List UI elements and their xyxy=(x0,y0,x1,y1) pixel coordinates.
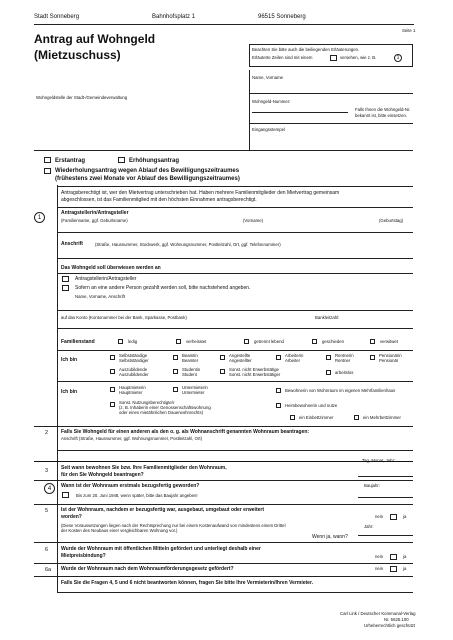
s5-q1: Ist der Wohnraum, nachdem er bezugsfertig war, ausgebaut, umgebaut oder erweitert xyxy=(61,507,265,513)
stamp-label: Eingangsstempel xyxy=(252,127,285,132)
ichbin-arbeitslos-checkbox[interactable] xyxy=(326,370,331,375)
erstantrag-label: Erstantrag xyxy=(55,158,86,164)
ueberweisung-name-line[interactable] xyxy=(57,310,413,311)
s4-q: Wann ist der Wohnraum erstmals bezugsfertig geworden? xyxy=(61,483,200,489)
ichbin-d3b: Sonst. nicht Erwerbstätiger xyxy=(229,372,281,377)
s1-anschrift: Anschrift xyxy=(61,241,83,247)
ichbin-d2b: Student xyxy=(182,372,197,377)
ichbin-d1a: Auszubildende xyxy=(119,367,148,372)
ichbin2-c1a: Hauptmieterin xyxy=(119,385,146,390)
section-4-marker: 4 xyxy=(44,483,55,494)
ichbin2-e2: ein Mehrbettzimmer xyxy=(363,415,401,420)
familienstand-label: Familienstand xyxy=(61,339,95,345)
wgnr-line[interactable] xyxy=(252,112,348,113)
intro-line2: abgeschlossen, ist das Familienmitglied mit den höchsten Einnahmen antragsberechtigt. xyxy=(61,197,257,203)
ichbin-student-checkbox[interactable] xyxy=(173,369,178,374)
familienstand-rule xyxy=(57,350,413,351)
header-address: Bahnhofsplatz 1 xyxy=(152,14,196,20)
s5-q2: worden? xyxy=(61,514,82,520)
final-note: Falls Sie die Fragen 4, 5 und 6 nicht beantworten können, fragen Sie bitte Ihre Vermieterin/Ihren Vermieter. xyxy=(61,580,314,586)
notice-line2: Erläuterte Zeilen sind mit einem xyxy=(252,55,313,60)
s5-wann: Wenn ja, wann? xyxy=(312,534,348,540)
ichbin-auszubildender-checkbox[interactable] xyxy=(110,369,115,374)
footer-number: Nr. 5625.100 xyxy=(384,617,409,622)
s5-jahr-line[interactable] xyxy=(358,535,413,536)
s3-date-line[interactable] xyxy=(358,476,413,477)
page-number: Seite 1 xyxy=(402,28,416,33)
header-rule xyxy=(34,24,414,25)
s5-h2: der Kosten des Neubaus einer vergleichbaren Wohnung vor.) xyxy=(61,528,178,533)
ichbin-c6b: Pensionär xyxy=(379,358,399,363)
ichbin2-c3: Bewohnerin von Wohnraum im eigenen Mehrfamilienhaus xyxy=(285,388,396,393)
ichbin-c2a: Beamtin xyxy=(182,353,198,358)
s6-q2: Mietpreisbindung? xyxy=(61,553,106,559)
header-city: Stadt Sonneberg xyxy=(34,14,80,20)
ichbin-d1b: Auszubildender xyxy=(119,372,149,377)
ichbin-c2b: Beamter xyxy=(182,358,199,363)
familienstand-verheiratet-checkbox[interactable] xyxy=(176,339,181,344)
wiederholungsantrag-label: Wiederholungsantrag wegen Ablauf des Bewilligungszeitraumes xyxy=(55,168,240,174)
ichbin-c4a: Arbeiterin xyxy=(285,353,304,358)
ichbin2-d1a: Sonst. Nutzungsberechtigte/r xyxy=(119,400,175,405)
fields-divider xyxy=(249,70,250,150)
ueberweisung-title: Das Wohngeld soll überwiesen werden an xyxy=(61,265,161,271)
ichbin-c3b: Angestellter xyxy=(229,358,252,363)
s5-nein-checkbox[interactable] xyxy=(390,514,397,520)
s5-rule xyxy=(34,542,413,543)
ichbin-arbeiter-checkbox[interactable] xyxy=(276,355,281,360)
header-zip-city: 96515 Sonneberg xyxy=(258,14,306,20)
einbettzimmer-checkbox[interactable] xyxy=(290,415,295,420)
ueberweisung-opt2: Sofern an eine andere Person gezahlt werden soll, bitte nachstehend angeben. xyxy=(75,285,251,291)
ichbin-untermieter-checkbox[interactable] xyxy=(173,387,178,392)
erstantrag-checkbox[interactable] xyxy=(44,157,51,163)
ichbin-d2a: Studentin xyxy=(182,367,201,372)
name-line xyxy=(249,93,413,94)
s5-h1: (Diese Voraussetzungen liegen nach der Rechtsprechung nur bei einem Kostenaufwand von mindestens einem Drittel xyxy=(61,523,286,528)
s1-anschrift-hint: (Straße, Hausnummer, Stockwerk, ggf. Wohnungsnummer, Postleitzahl, Ort, ggf. Telefonnummer) xyxy=(95,242,281,247)
ichbin-beamter-checkbox[interactable] xyxy=(173,355,178,360)
name-label: Name, Vorname xyxy=(252,75,284,80)
familienstand-verwitwet-checkbox[interactable] xyxy=(370,339,375,344)
s6-ja: ja xyxy=(403,554,407,559)
wgnr-label: Wohngeld-Nummer: xyxy=(252,99,291,104)
s6-nein-checkbox[interactable] xyxy=(390,554,397,560)
notice-line1: Beachten Sie bitte auch die beiliegenden Erläuterungen. xyxy=(252,47,360,52)
familienstand-geschieden-checkbox[interactable] xyxy=(312,339,317,344)
ichbin-hauptmieter-checkbox[interactable] xyxy=(110,387,115,392)
ichbin-pensionaer-checkbox[interactable] xyxy=(370,355,375,360)
ichbin-d5: arbeitslos xyxy=(335,370,354,375)
ichbin2-c2a: Untermieterin xyxy=(182,385,208,390)
s5-ja: ja xyxy=(403,514,407,519)
s6a-nein-checkbox[interactable] xyxy=(390,566,397,572)
s4-baujahr-line[interactable] xyxy=(358,497,413,498)
footer-copyright: Urheberrechtlich geschützt xyxy=(364,623,416,628)
ueberweisung-konto-line[interactable] xyxy=(57,328,413,329)
s4-baujahr: Baujahr: xyxy=(364,483,381,488)
ichbin-selbststaendig-checkbox[interactable] xyxy=(110,355,115,360)
s3-q2: für den Sie Wohngeld beantragen? xyxy=(61,472,144,478)
s6a-nein: nein xyxy=(375,566,384,571)
section-6a-number: 6a xyxy=(45,567,52,573)
familienstand-verwitwet: verwitwet xyxy=(380,339,398,344)
familienstand-ledig-checkbox[interactable] xyxy=(118,339,123,344)
ichbin1-label: Ich bin xyxy=(61,357,78,363)
section-6-number: 6 xyxy=(45,547,49,553)
s4-opt: Bis zum 20. Juni 1948, wenn später, bitte das Baujahr angeben! xyxy=(76,493,198,498)
ichbin-nicht-erwerbstaetig-checkbox[interactable] xyxy=(220,369,225,374)
wiederholungsantrag-checkbox[interactable] xyxy=(44,168,51,174)
erhoehungsantrag-label: Erhöhungsantrag xyxy=(129,158,180,164)
ichbin-angestellter-checkbox[interactable] xyxy=(220,355,225,360)
s5-jahr: Jahr: xyxy=(364,524,374,529)
ichbin2-label: Ich bin xyxy=(61,389,78,395)
s1-vorname: (Vorname) xyxy=(243,218,264,223)
ichbin2-d1c: oder eines mietähnlichen Dauerwohnrechts) xyxy=(119,410,204,415)
ichbin-rentner-checkbox[interactable] xyxy=(326,355,331,360)
ichbin2-d3: Heimbewohnerin und nutze xyxy=(285,403,338,408)
intro-line1: Antragsberechtigt ist, wer den Mietvertrag unterschrieben hat. Haben mehrere Familienmitglieder den Mietvertrag gemeinsam xyxy=(61,190,340,196)
ichbin-nutzungsberechtigt-checkbox[interactable] xyxy=(110,402,115,407)
ichbin1-rule xyxy=(57,381,413,382)
s1-top-rule xyxy=(57,207,413,208)
s3-q1: Seit wann bewohnen Sie bzw. Ihre Familienmitglieder den Wohnraum, xyxy=(61,465,227,471)
footer-publisher: Carl Link / Deutscher Kommunal-Verlag xyxy=(340,611,416,616)
mehrbettzimmer-checkbox[interactable] xyxy=(354,415,359,420)
notice-example-box xyxy=(330,55,337,61)
form-top-border xyxy=(57,186,413,187)
s1-familienname: (Familienname, ggf. Geburtsname) xyxy=(61,218,128,223)
ichbin-c6a: Pensionärin xyxy=(379,353,402,358)
page-subtitle: (Mietzuschuss) xyxy=(34,48,121,62)
s6a-q: Wurde der Wohnraum nach dem Wohnraumförderungsgesetz gefördert? xyxy=(61,566,234,572)
s2-line1[interactable] xyxy=(57,450,413,451)
s6a-ja: ja xyxy=(403,566,407,571)
final-rule xyxy=(57,592,413,593)
section-5-number: 5 xyxy=(45,508,49,514)
s3-tag: Tag, Monat, Jahr: xyxy=(362,458,396,463)
ichbin-bewohner-checkbox[interactable] xyxy=(276,388,281,393)
page-title: Antrag auf Wohngeld xyxy=(34,32,156,46)
ueberweisung-konto: auf das Konto (Kontonummer bei der Bank, Sparkasse, Postbank) xyxy=(61,315,187,320)
s1-anschrift-line[interactable] xyxy=(57,258,413,259)
s6-rule xyxy=(34,563,413,564)
ichbin-d3a: Sonst. nicht Erwerbstätige xyxy=(229,367,279,372)
ichbin-c5a: Rentnerin xyxy=(335,353,354,358)
authority-label: Wohngeldstelle der Stadt-/Gemeindeverwaltung xyxy=(36,95,128,100)
s1-name-line[interactable] xyxy=(57,232,413,233)
familienstand-ledig: ledig xyxy=(128,339,138,344)
section-rule xyxy=(34,150,413,151)
ichbin2-c1b: Hauptmieter xyxy=(119,390,143,395)
familienstand-getrennt: getrennt lebend xyxy=(254,339,284,344)
s6a-rule xyxy=(34,576,413,577)
section-2-number: 2 xyxy=(45,430,49,436)
ichbin-heimbewohner-checkbox[interactable] xyxy=(276,403,281,408)
s2-title: Falls Sie Wohngeld für einen anderen als den o. g. als Wohnanschrift genannten Wohnraum beantragen: xyxy=(61,429,310,435)
ueberweisung-opt2-checkbox[interactable] xyxy=(62,285,69,291)
s4-1948-checkbox[interactable] xyxy=(62,492,69,498)
familienstand-verheiratet: verheiratet xyxy=(186,339,207,344)
familienstand-getrennt-checkbox[interactable] xyxy=(244,339,249,344)
wiederholungsantrag-hint: (frühestens zwei Monate vor Ablauf des Bewilligungszeitraumes) xyxy=(55,176,240,182)
ichbin-c3a: Angestellte xyxy=(229,353,251,358)
s6-q1: Wurde der Wohnraum mit öffentlichen Mitteln gefördert und unterliegt deshalb einer xyxy=(61,546,261,552)
s6-nein: nein xyxy=(375,554,384,559)
ichbin2-d1b: (z. B. Inhaberin einer Genossenschaftswohnung xyxy=(119,405,211,410)
ichbin-c4b: Arbeiter xyxy=(285,358,301,363)
ichbin2-c2b: Untermieter xyxy=(182,390,205,395)
ueberweisung-rule xyxy=(57,273,413,274)
s1-title: Antragstellerin/Antragsteller xyxy=(61,210,129,216)
ichbin2-rule xyxy=(34,426,413,427)
form-left-border xyxy=(57,185,58,593)
ueberweisung-name: Name, Vorname, Anschrift xyxy=(75,294,125,299)
ichbin-c1a: Selbstständige xyxy=(119,353,148,358)
wgnr-rule xyxy=(249,123,413,124)
s2-hint: Anschrift (Straße, Hausnummer, ggf. Wohnungsnummer, Postleitzahl, Ort) xyxy=(61,436,203,441)
wgnr-hint2: bekannt ist, bitte einsetzen. xyxy=(355,113,408,118)
section-3-number: 3 xyxy=(45,468,49,474)
notice-line3: versehen, wie z. B. xyxy=(340,55,377,60)
wgnr-hint1: Falls Ihnen die Wohngeld-Nr. xyxy=(355,107,411,112)
ichbin2-e1: ein Einbettzimmer xyxy=(299,415,334,420)
erhoehungsantrag-checkbox[interactable] xyxy=(118,157,125,163)
s1-geburtstag: (Geburtstag) xyxy=(379,218,404,223)
s3-rule xyxy=(34,480,413,481)
s4-rule xyxy=(34,504,413,505)
notice-example-circle: 1 xyxy=(394,54,402,62)
s5-nein: nein xyxy=(375,514,384,519)
ueberweisung-opt1: Antragstellerin/Antragsteller xyxy=(75,276,137,282)
section-1-marker: 1 xyxy=(34,212,45,223)
ichbin-c1b: Selbstständiger xyxy=(119,358,149,363)
ueberweisung-blz: Bankleitzahl: xyxy=(315,315,340,320)
ichbin-c5b: Rentner xyxy=(335,358,351,363)
familienstand-geschieden: geschieden xyxy=(322,339,344,344)
ueberweisung-opt1-checkbox[interactable] xyxy=(62,276,69,282)
